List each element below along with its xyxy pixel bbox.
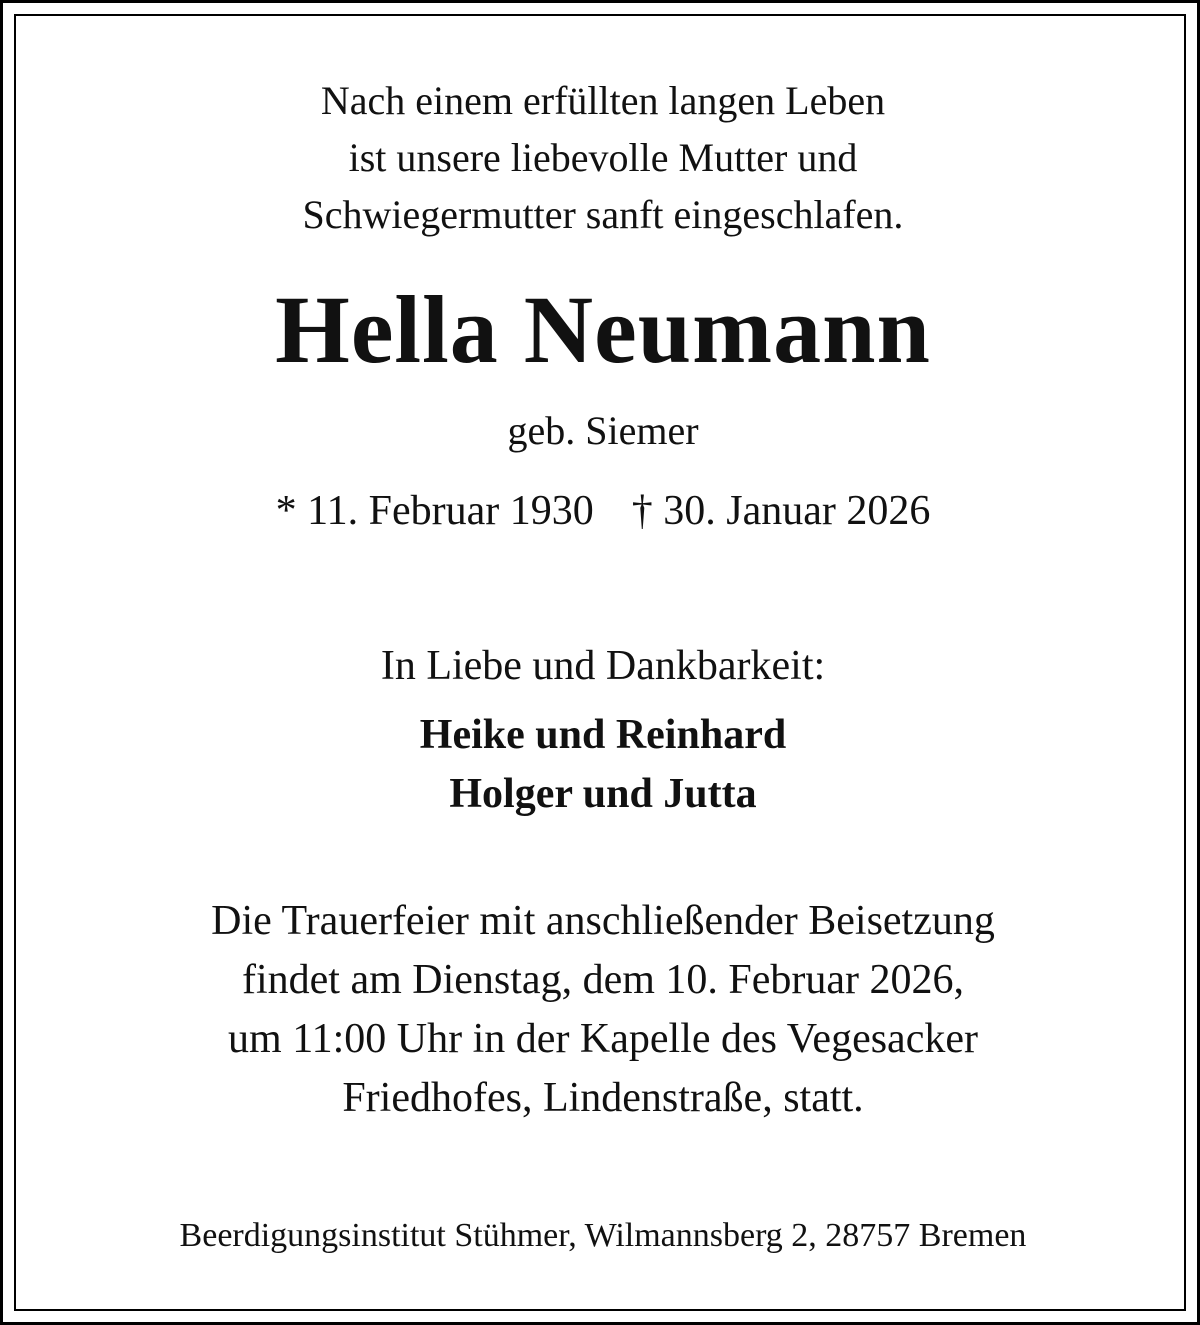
thanks-line: In Liebe und Dankbarkeit: (380, 643, 826, 689)
maiden-name: geb. Siemer (507, 408, 699, 453)
funeral-home-footer: Beerdigungsinstitut Stühmer, Wilmannsberg 2, 28757 Bremen (179, 1217, 1027, 1254)
ceremony-line-2: findet am Dienstag, dem 10. Februar 2026, (242, 957, 964, 1003)
ceremony-line-1: Die Trauerfeier mit anschließender Beisetzung (211, 898, 995, 944)
family-line-1: Heike und Reinhard (419, 712, 787, 758)
family-line-2: Holger und Jutta (449, 771, 757, 817)
ceremony-line-4: Friedhofes, Lindenstraße, statt. (342, 1075, 864, 1121)
death-date: † 30. Januar 2026 (631, 488, 931, 534)
intro-line-2: ist unsere liebevolle Mutter und (348, 135, 858, 180)
birth-date: * 11. Februar 1930 (275, 488, 594, 534)
life-dates (3, 485, 1200, 537)
intro-line-1: Nach einem erfüllten langen Leben (320, 78, 886, 123)
intro-line-3: Schwiegermutter sanft eingeschlafen. (302, 192, 904, 237)
ceremony-line-3: um 11:00 Uhr in der Kapelle des Vegesacker (228, 1016, 978, 1062)
deceased-name: Hella Neumann (275, 276, 931, 383)
